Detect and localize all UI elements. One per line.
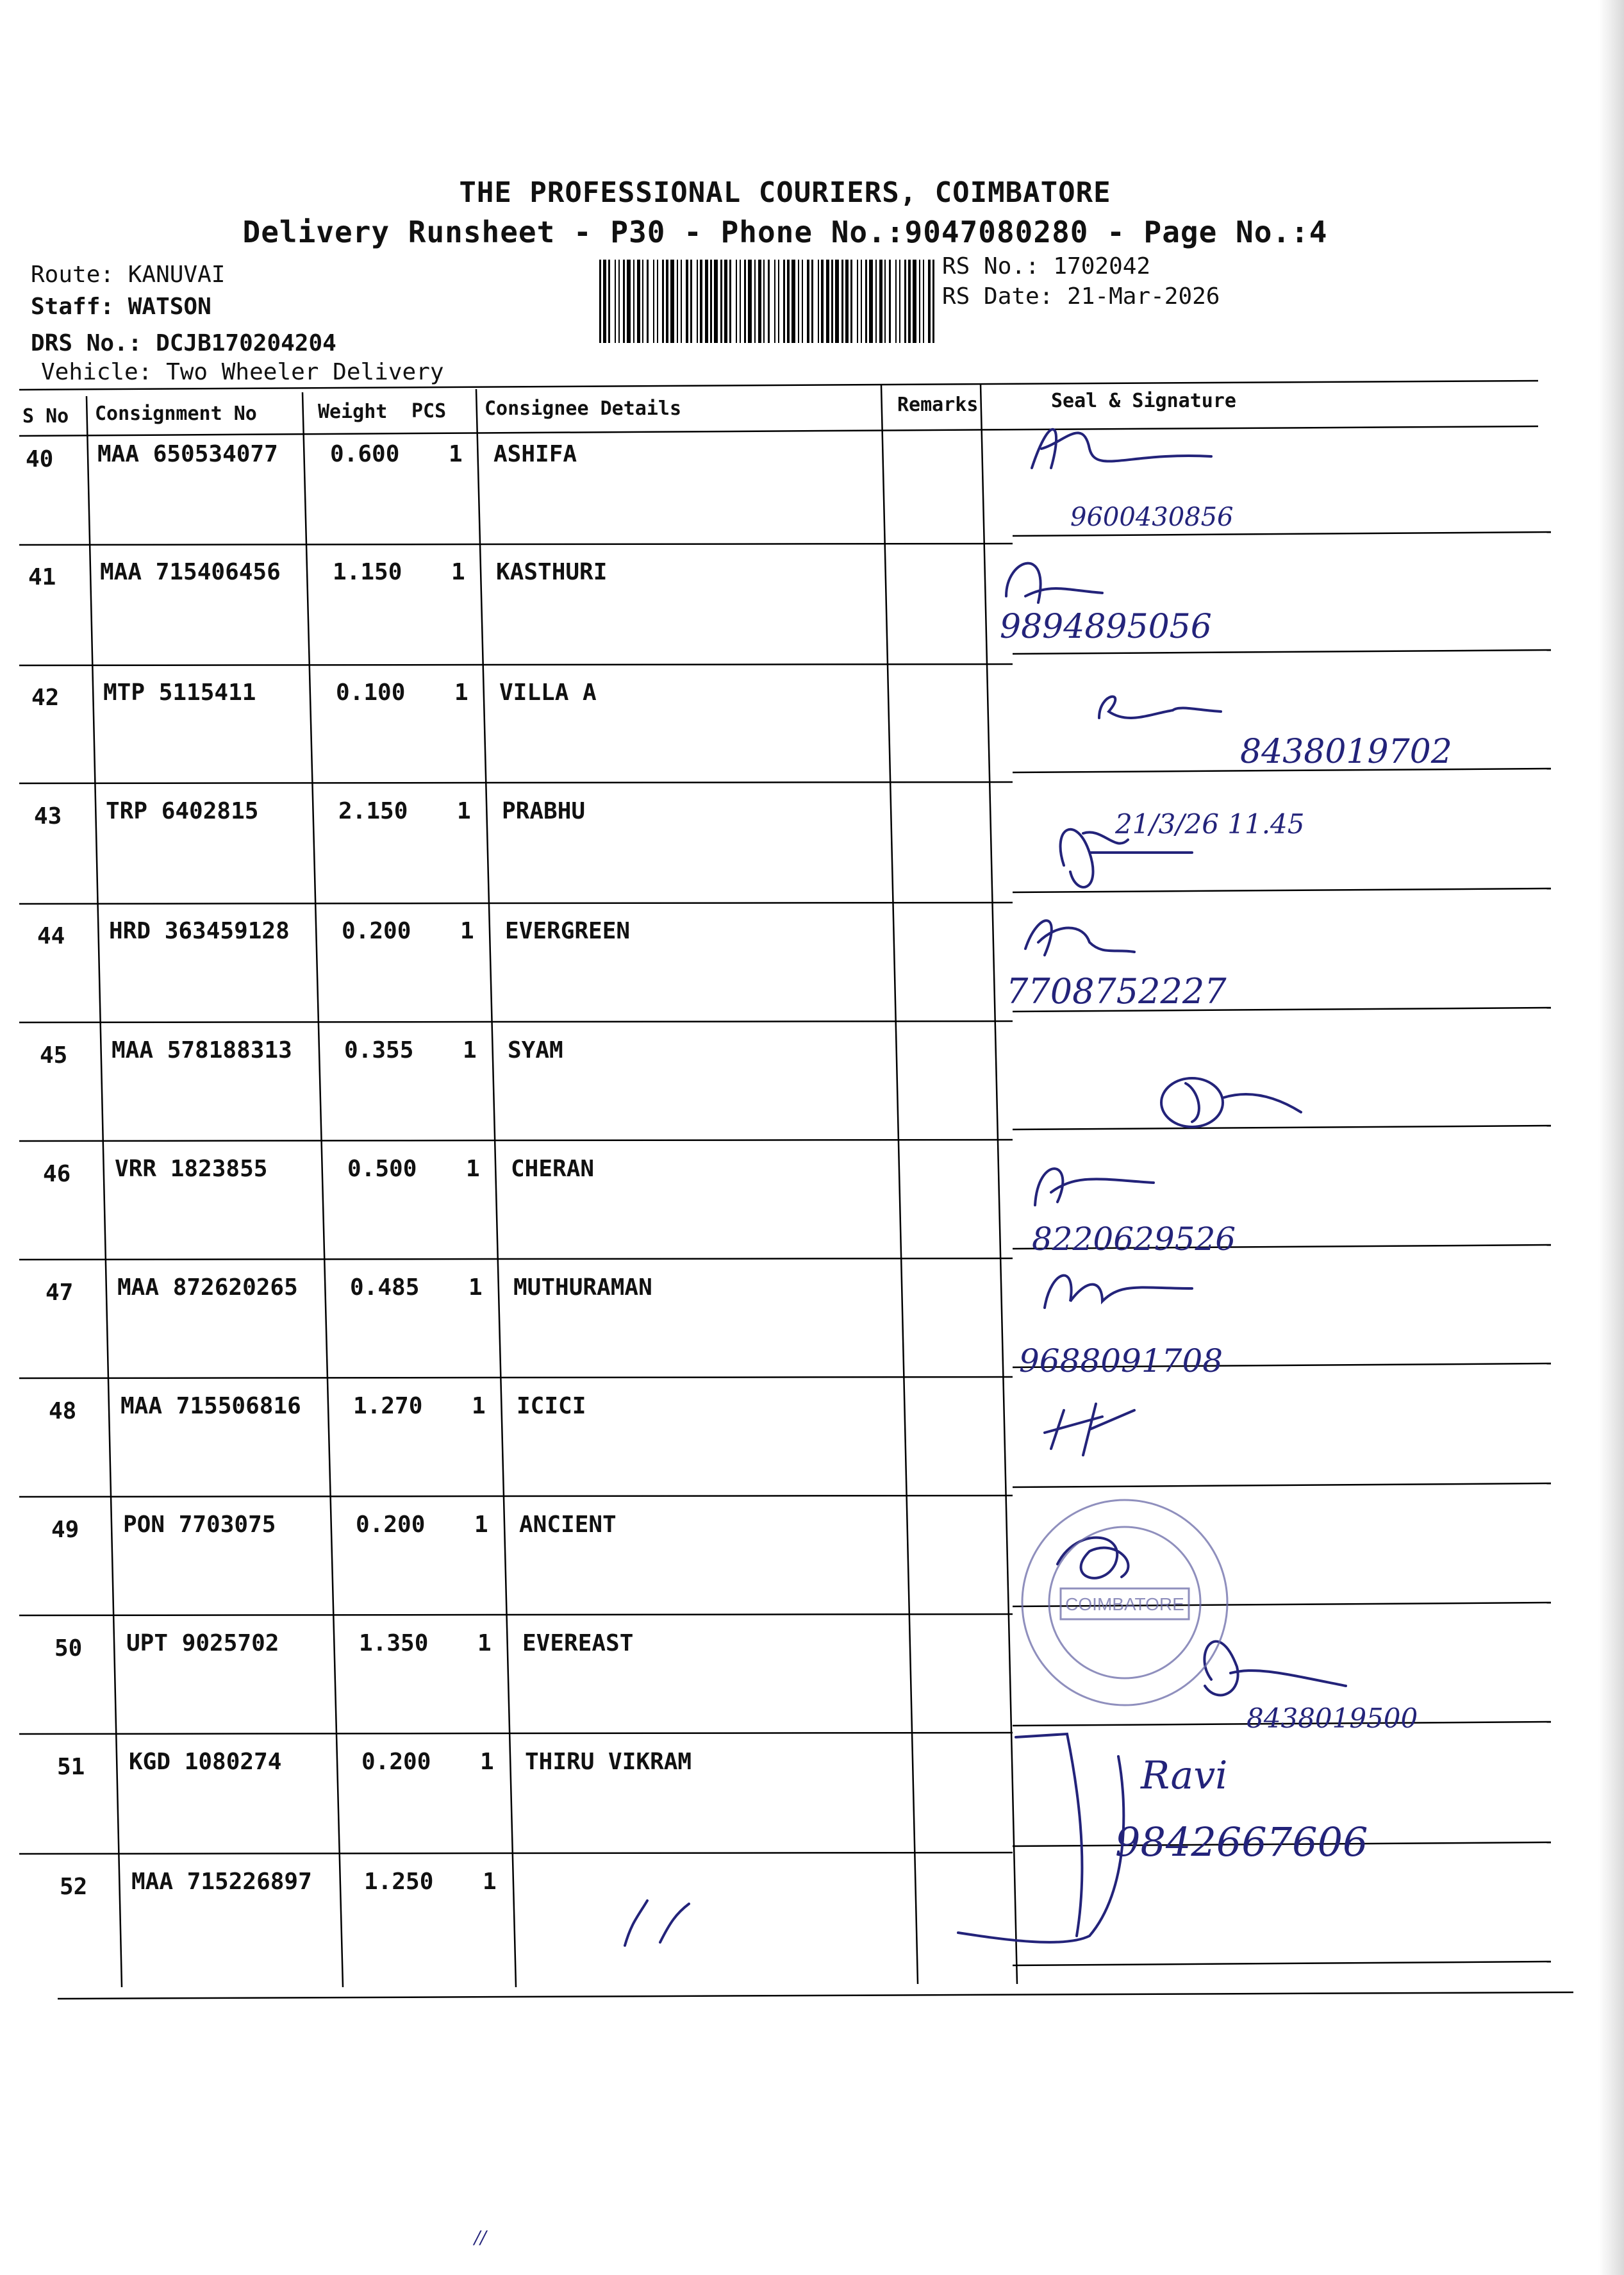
svg-text://: // [474, 2227, 486, 2248]
row-weight: 0.200 [342, 918, 411, 944]
row-sno: 40 [26, 446, 54, 472]
svg-text:8438019702: 8438019702 [1240, 733, 1452, 771]
signature-50 [1204, 1642, 1346, 1696]
signature-49 [1057, 1538, 1128, 1578]
route-label: Route: KANUVAI [31, 262, 226, 288]
svg-text:7708752227: 7708752227 [1006, 971, 1227, 1012]
vehicle-label: Vehicle: Two Wheeler Delivery [41, 359, 444, 385]
svg-text:8220629526: 8220629526 [1032, 1221, 1236, 1258]
row-consignee: EVERGREEN [505, 918, 631, 944]
row-weight: 0.100 [336, 679, 406, 706]
row-weight: 0.485 [350, 1274, 420, 1301]
row-consignment: MAA 872620265 [117, 1274, 298, 1301]
row-consignee: CHERAN [511, 1156, 595, 1182]
row-consignee: THIRU VIKRAM [525, 1749, 692, 1775]
svg-text:21/3/26 11.45: 21/3/26 11.45 [1115, 808, 1305, 840]
col-header-consignment: Consignment No [95, 403, 257, 425]
svg-text:COIMBATORE: COIMBATORE [1065, 1594, 1184, 1614]
company-stamp [1022, 1500, 1227, 1705]
row-consignee: EVEREAST [522, 1630, 634, 1656]
row-pcs: 1 [480, 1749, 494, 1775]
row-weight: 1.350 [359, 1630, 429, 1656]
row-weight: 0.355 [344, 1037, 414, 1063]
svg-text:9894895056: 9894895056 [1000, 608, 1212, 646]
row-weight: 2.150 [338, 798, 408, 824]
mark-52 [625, 1901, 689, 1946]
company-title: THE PROFESSIONAL COURIERS, COIMBATORE [459, 176, 1111, 209]
row-consignee: KASTHURI [496, 559, 608, 585]
row-consignee: PRABHU [502, 798, 586, 824]
row-consignment: UPT 9025702 [126, 1630, 279, 1656]
row-pcs: 1 [457, 798, 471, 824]
row-consignment: MTP 5115411 [103, 679, 256, 706]
row-sno: 49 [51, 1517, 79, 1543]
signature-46 [1035, 1169, 1154, 1205]
col-header-weight: Weight [318, 401, 388, 423]
svg-text:8438019500: 8438019500 [1247, 1703, 1418, 1734]
row-consignment: MAA 650534077 [97, 441, 278, 467]
row-pcs: 1 [477, 1630, 492, 1656]
col-header-signature: Seal & Signature [1051, 390, 1236, 412]
row-consignment: KGD 1080274 [129, 1749, 282, 1775]
row-pcs: 1 [449, 441, 463, 467]
signature-47 [1045, 1276, 1192, 1308]
row-pcs: 1 [468, 1274, 483, 1301]
row-pcs: 1 [463, 1037, 477, 1063]
row-pcs: 1 [460, 918, 474, 944]
row-consignment: TRP 6402815 [106, 798, 259, 824]
row-consignment: MAA 715506816 [120, 1393, 301, 1419]
bracket-mark [958, 1734, 1123, 1942]
row-consignee: ANCIENT [519, 1512, 617, 1538]
row-sno: 43 [34, 803, 62, 829]
row-sno: 51 [57, 1754, 85, 1780]
row-consignee: ICICI [517, 1393, 586, 1419]
row-pcs: 1 [466, 1156, 480, 1182]
svg-text:9688091708: 9688091708 [1019, 1342, 1223, 1379]
signature-44 [1025, 921, 1134, 955]
staff-label: Staff: WATSON [31, 294, 211, 320]
row-consignee: ASHIFA [493, 441, 577, 467]
signature-41 [1006, 563, 1102, 603]
row-sno: 50 [54, 1635, 83, 1662]
col-header-pcs: PCS [411, 400, 447, 422]
col-header-remarks: Remarks [897, 394, 979, 416]
row-pcs: 1 [474, 1512, 488, 1538]
rs-number: RS No.: 1702042 [942, 253, 1151, 279]
row-consignment: HRD 363459128 [109, 918, 290, 944]
row-sno: 46 [43, 1161, 71, 1187]
drs-number: DRS No.: DCJB170204204 [31, 330, 336, 356]
svg-text:9600430856: 9600430856 [1070, 503, 1234, 532]
row-consignment: MAA 715406456 [100, 559, 281, 585]
row-pcs: 1 [451, 559, 465, 585]
row-sno: 41 [28, 564, 56, 590]
signature-45 [1161, 1078, 1223, 1127]
col-header-consignee: Consignee Details [485, 397, 682, 420]
row-sno: 52 [60, 1874, 88, 1900]
row-consignment: PON 7703075 [123, 1512, 276, 1538]
signature-40 [1032, 429, 1211, 468]
row-sno: 47 [46, 1279, 74, 1306]
row-consignee: VILLA A [499, 679, 597, 706]
signature-42 [1099, 697, 1221, 718]
row-weight: 1.250 [364, 1869, 434, 1895]
row-consignee: MUTHURAMAN [513, 1274, 652, 1301]
row-weight: 1.270 [353, 1393, 423, 1419]
row-weight: 0.200 [361, 1749, 431, 1775]
row-pcs: 1 [454, 679, 468, 706]
runsheet-title: Delivery Runsheet - P30 - Phone No.:9047080280 - Page No.:4 [242, 215, 1328, 249]
row-consignee: SYAM [508, 1037, 563, 1063]
row-sno: 45 [40, 1042, 68, 1069]
row-consignment: MAA 715226897 [131, 1869, 312, 1895]
signature-48 [1045, 1404, 1134, 1455]
col-header-sno: S No [22, 405, 69, 428]
row-sno: 48 [49, 1398, 77, 1424]
row-consignment: MAA 578188313 [112, 1037, 292, 1063]
rs-date: RS Date: 21-Mar-2026 [942, 283, 1220, 310]
row-pcs: 1 [472, 1393, 486, 1419]
row-weight: 0.200 [356, 1512, 426, 1538]
row-pcs: 1 [483, 1869, 497, 1895]
row-sno: 44 [37, 923, 65, 949]
row-weight: 0.500 [347, 1156, 417, 1182]
svg-text:Ravi: Ravi [1141, 1753, 1228, 1798]
row-sno: 42 [31, 685, 60, 711]
svg-text:9842667606: 9842667606 [1115, 1819, 1368, 1865]
row-consignment: VRR 1823855 [115, 1156, 268, 1182]
row-weight: 1.150 [333, 559, 402, 585]
row-weight: 0.600 [330, 441, 400, 467]
